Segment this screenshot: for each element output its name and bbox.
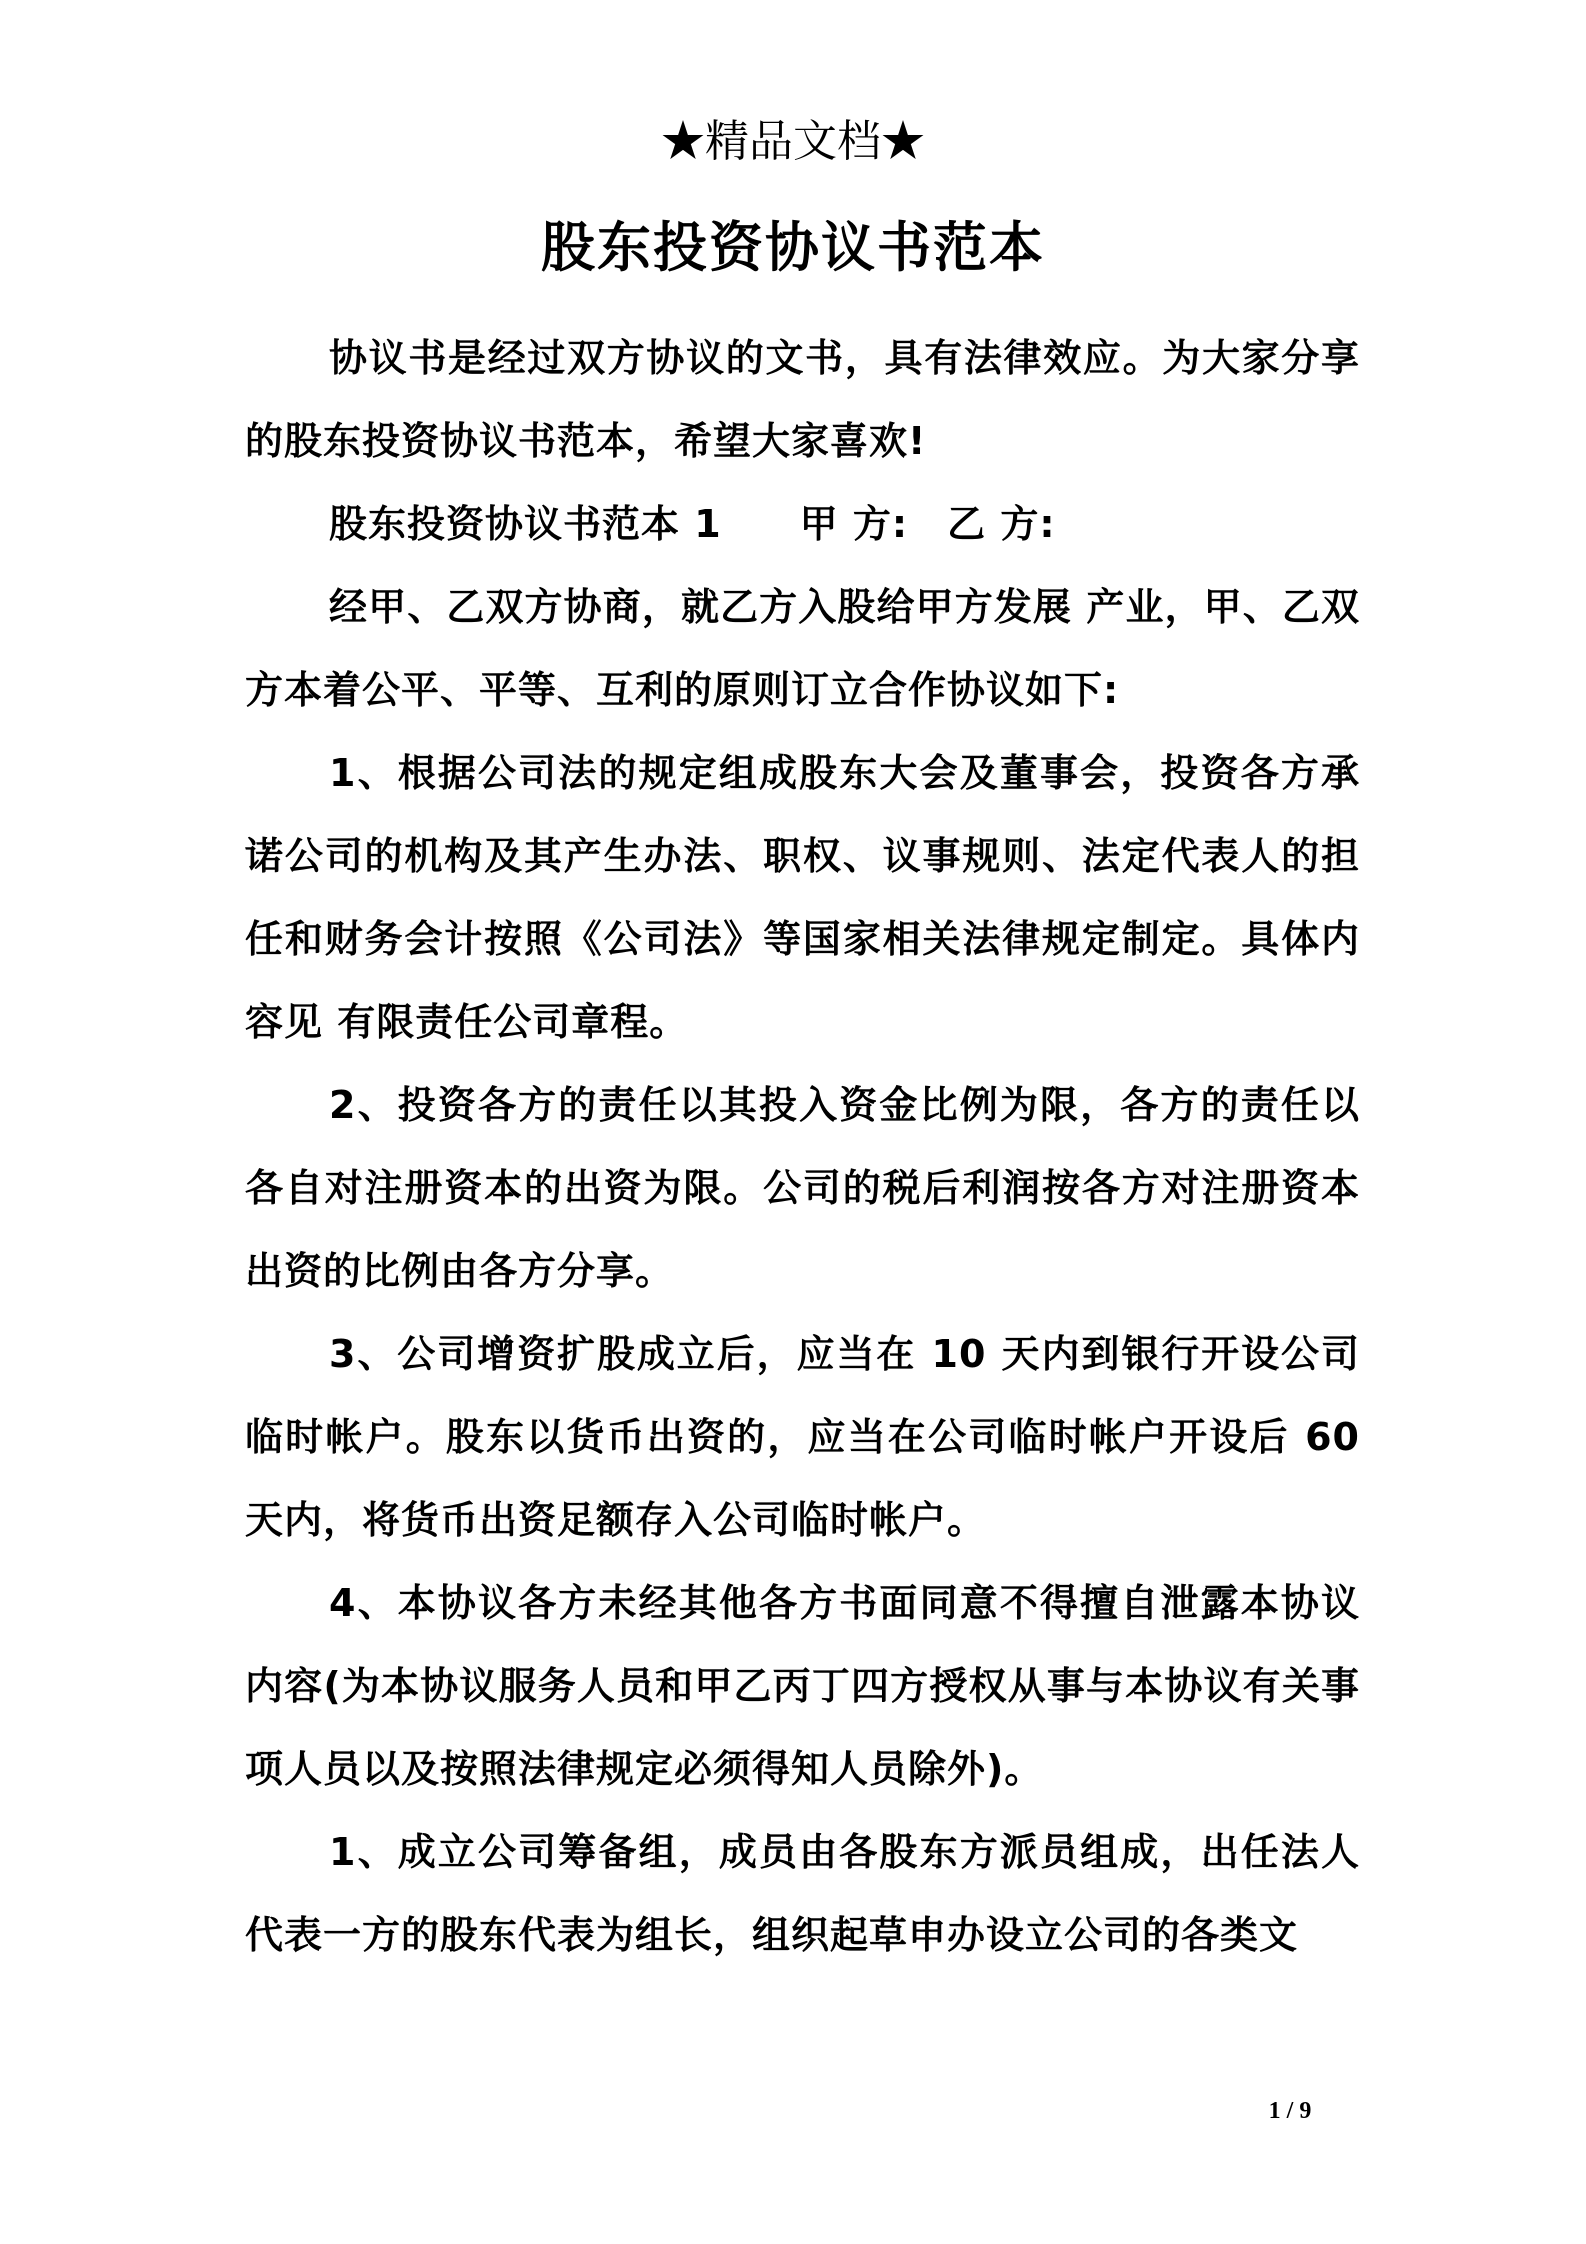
paragraph-parties: 股东投资协议书范本 1 甲 方: 乙 方: [329,502,1056,546]
page-number: 1 / 9 [1268,2098,1312,2124]
document-body [245,317,1360,1977]
paragraph-clause-2: 2、投资各方的责任以其投入资金比例为限，各方的责任以各自对注册资本的出资为限。公司的税后利润按各方对注册资本出资的比例由各方分享。 [245,1083,1360,1293]
paragraph-clause-1b: 1、成立公司筹备组，成员由各股东方派员组成，出任法人代表一方的股东代表为组长，组织起草申办设立公司的各类文 [245,1830,1360,1957]
paragraph-preamble: 经甲、乙双方协商，就乙方入股给甲方发展 产业，甲、乙双方本着公平、平等、互利的原则订立合作协议如下: [245,585,1360,712]
paragraph-clause-4: 4、本协议各方未经其他各方书面同意不得擅自泄露本协议内容(为本协议服务人员和甲乙丙丁四方授权从事与本协议有关事项人员以及按照法律规定必须得知人员除外)。 [245,1581,1360,1791]
paragraph-clause-3: 3、公司增资扩股成立后，应当在 10 天内到银行开设公司临时帐户。股东以货币出资的，应当在公司临时帐户开设后 60天内，将货币出资足额存入公司临时帐户。 [245,1332,1360,1542]
header-mark: ★精品文档★ [661,116,925,167]
paragraph-clause-1: 1、根据公司法的规定组成股东大会及董事会，投资各方承诺公司的机构及其产生办法、职权、议事规则、法定代表人的担任和财务会计按照《公司法》等国家相关法律规定制定。具体内容见 有限责任公司章程。 [245,751,1360,1044]
document-title: 股东投资协议书范本 [541,216,1045,279]
paragraph-intro: 协议书是经过双方协议的文书，具有法律效应。为大家分享的股东投资协议书范本，希望大家喜欢! [245,336,1360,463]
